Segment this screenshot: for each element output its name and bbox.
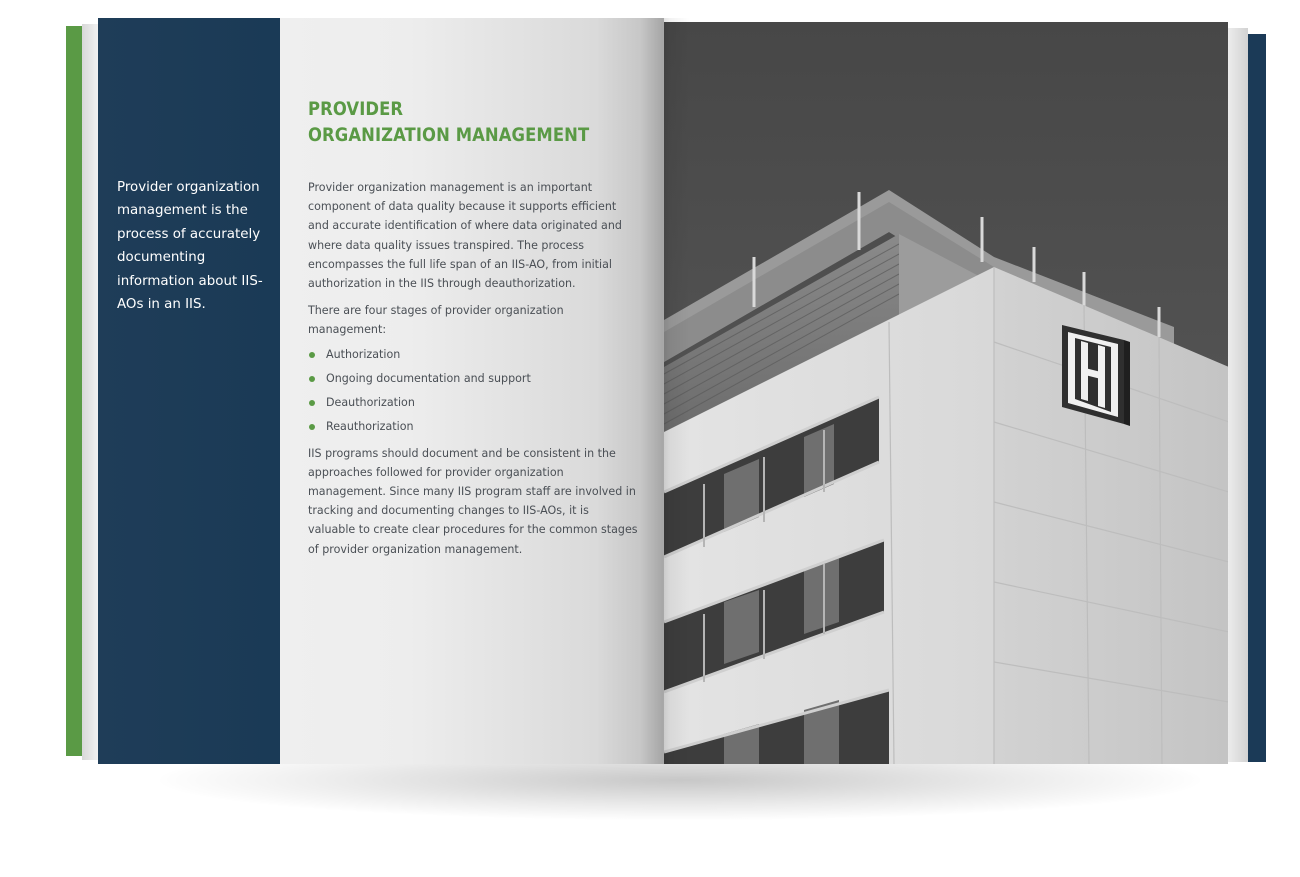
stage-item [308, 343, 638, 367]
body-paragraph-3: IIS programs should document and be consistent in the approaches followed for provider organization management. Since many IIS program staff are involved in tracking and documenting changes to IIS-AOs, it is valuable to create clear procedures for the common stages of provider organization management. [308, 446, 638, 556]
stage-label: Ongoing documentation and support [326, 371, 531, 385]
stage-item [308, 391, 638, 415]
stage-label: Deauthorization [326, 395, 415, 409]
section-title-line-1: PROVIDER [308, 98, 404, 120]
body-paragraph-2: There are four stages of provider organization management: [308, 304, 564, 337]
section-body [308, 178, 638, 559]
stage-item [308, 415, 638, 439]
bullet-dot-icon [309, 400, 315, 406]
stage-item [308, 367, 638, 391]
body-paragraph-1: Provider organization management is an important component of data quality because it supports efficient and accurate identification of where data originated and where data quality issues transpired. The process encompasses the full life span of an IIS-AO, from initial authorization in the IIS through deauthorization. [308, 181, 622, 291]
right-page-photo [664, 22, 1228, 764]
stages-list [308, 343, 638, 439]
bullet-dot-icon [309, 352, 315, 358]
stage-label: Reauthorization [326, 419, 414, 433]
sidebar-band [98, 18, 280, 764]
hospital-building-photo [664, 22, 1228, 764]
sidebar-intro-text: Provider organization management is the process of accurately documenting information about IIS-AOs in an IIS. [117, 180, 263, 313]
bullet-dot-icon [309, 424, 315, 430]
section-title [308, 96, 589, 148]
bullet-dot-icon [309, 376, 315, 382]
left-page [98, 18, 664, 764]
stage-label: Authorization [326, 347, 401, 361]
section-title-line-2: ORGANIZATION MANAGEMENT [308, 124, 590, 146]
